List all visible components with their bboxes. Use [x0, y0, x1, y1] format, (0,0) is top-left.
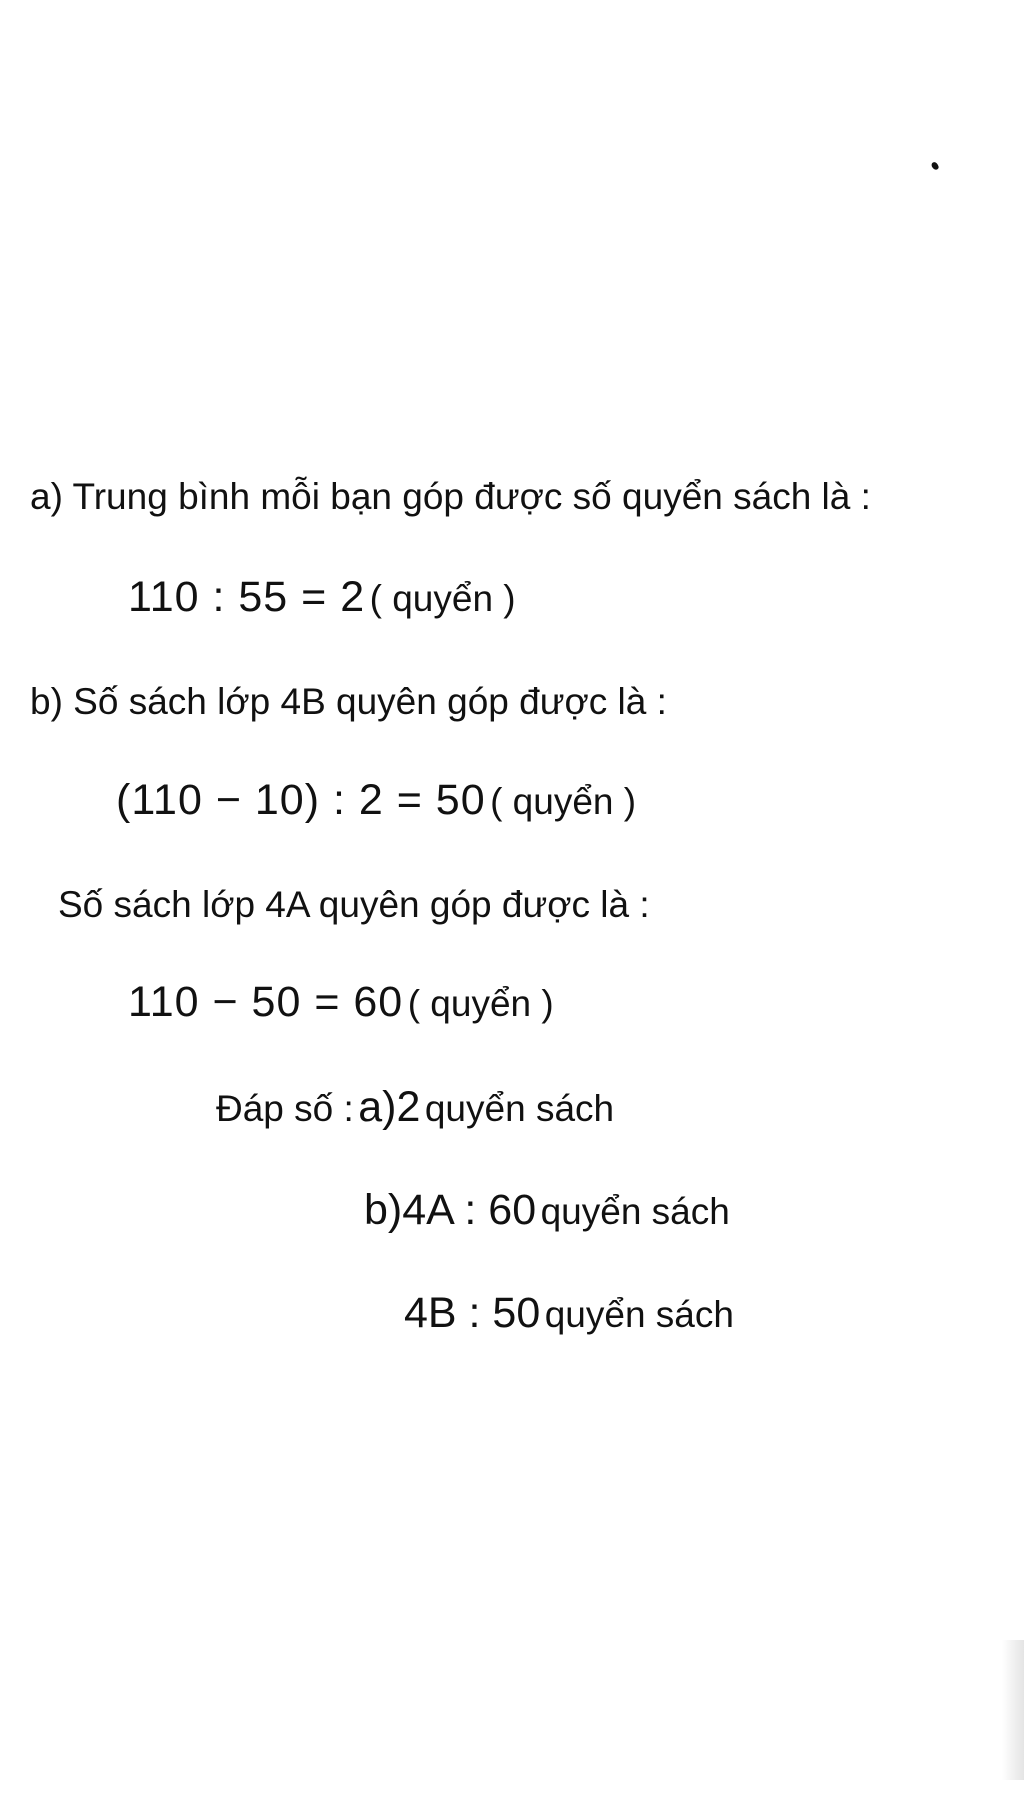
answer-b-prefix: b)4A : 60 — [364, 1186, 537, 1234]
part-a-expression: 110 : 55 = 2 — [128, 573, 366, 621]
answer-line-c — [404, 1289, 734, 1337]
answer-c-text: quyển sách — [544, 1294, 734, 1335]
answer-b-text: quyển sách — [540, 1191, 730, 1232]
answer-a-text: quyển sách — [424, 1088, 615, 1129]
part-b-sub-calculation — [128, 978, 554, 1026]
part-b-unit: ( quyển ) — [490, 781, 637, 822]
part-b-expression: (110 − 10) : 2 = 50 — [116, 776, 486, 824]
answer-a-prefix: a)2 — [358, 1083, 421, 1131]
ink-speck — [930, 161, 939, 171]
part-a-unit: ( quyển ) — [369, 578, 516, 619]
part-b-calculation — [116, 776, 637, 824]
answer-c-prefix: 4B : 50 — [404, 1289, 541, 1337]
part-a-heading: a) Trung bình mỗi bạn góp được số quyển sách là : — [30, 476, 871, 517]
part-b-sub-expression: 110 − 50 = 60 — [128, 978, 404, 1026]
part-b-sub-heading: Số sách lớp 4A quyên góp được là : — [58, 884, 650, 925]
part-b-heading: b) Số sách lớp 4B quyên góp được là : — [30, 681, 667, 722]
answer-line-b — [364, 1186, 730, 1234]
answer-label: Đáp số : — [216, 1088, 354, 1129]
part-a-calculation — [128, 573, 516, 621]
part-b-sub-unit: ( quyển ) — [407, 983, 554, 1024]
answer-line-a — [216, 1083, 615, 1131]
page-edge-shadow — [1002, 1640, 1024, 1780]
